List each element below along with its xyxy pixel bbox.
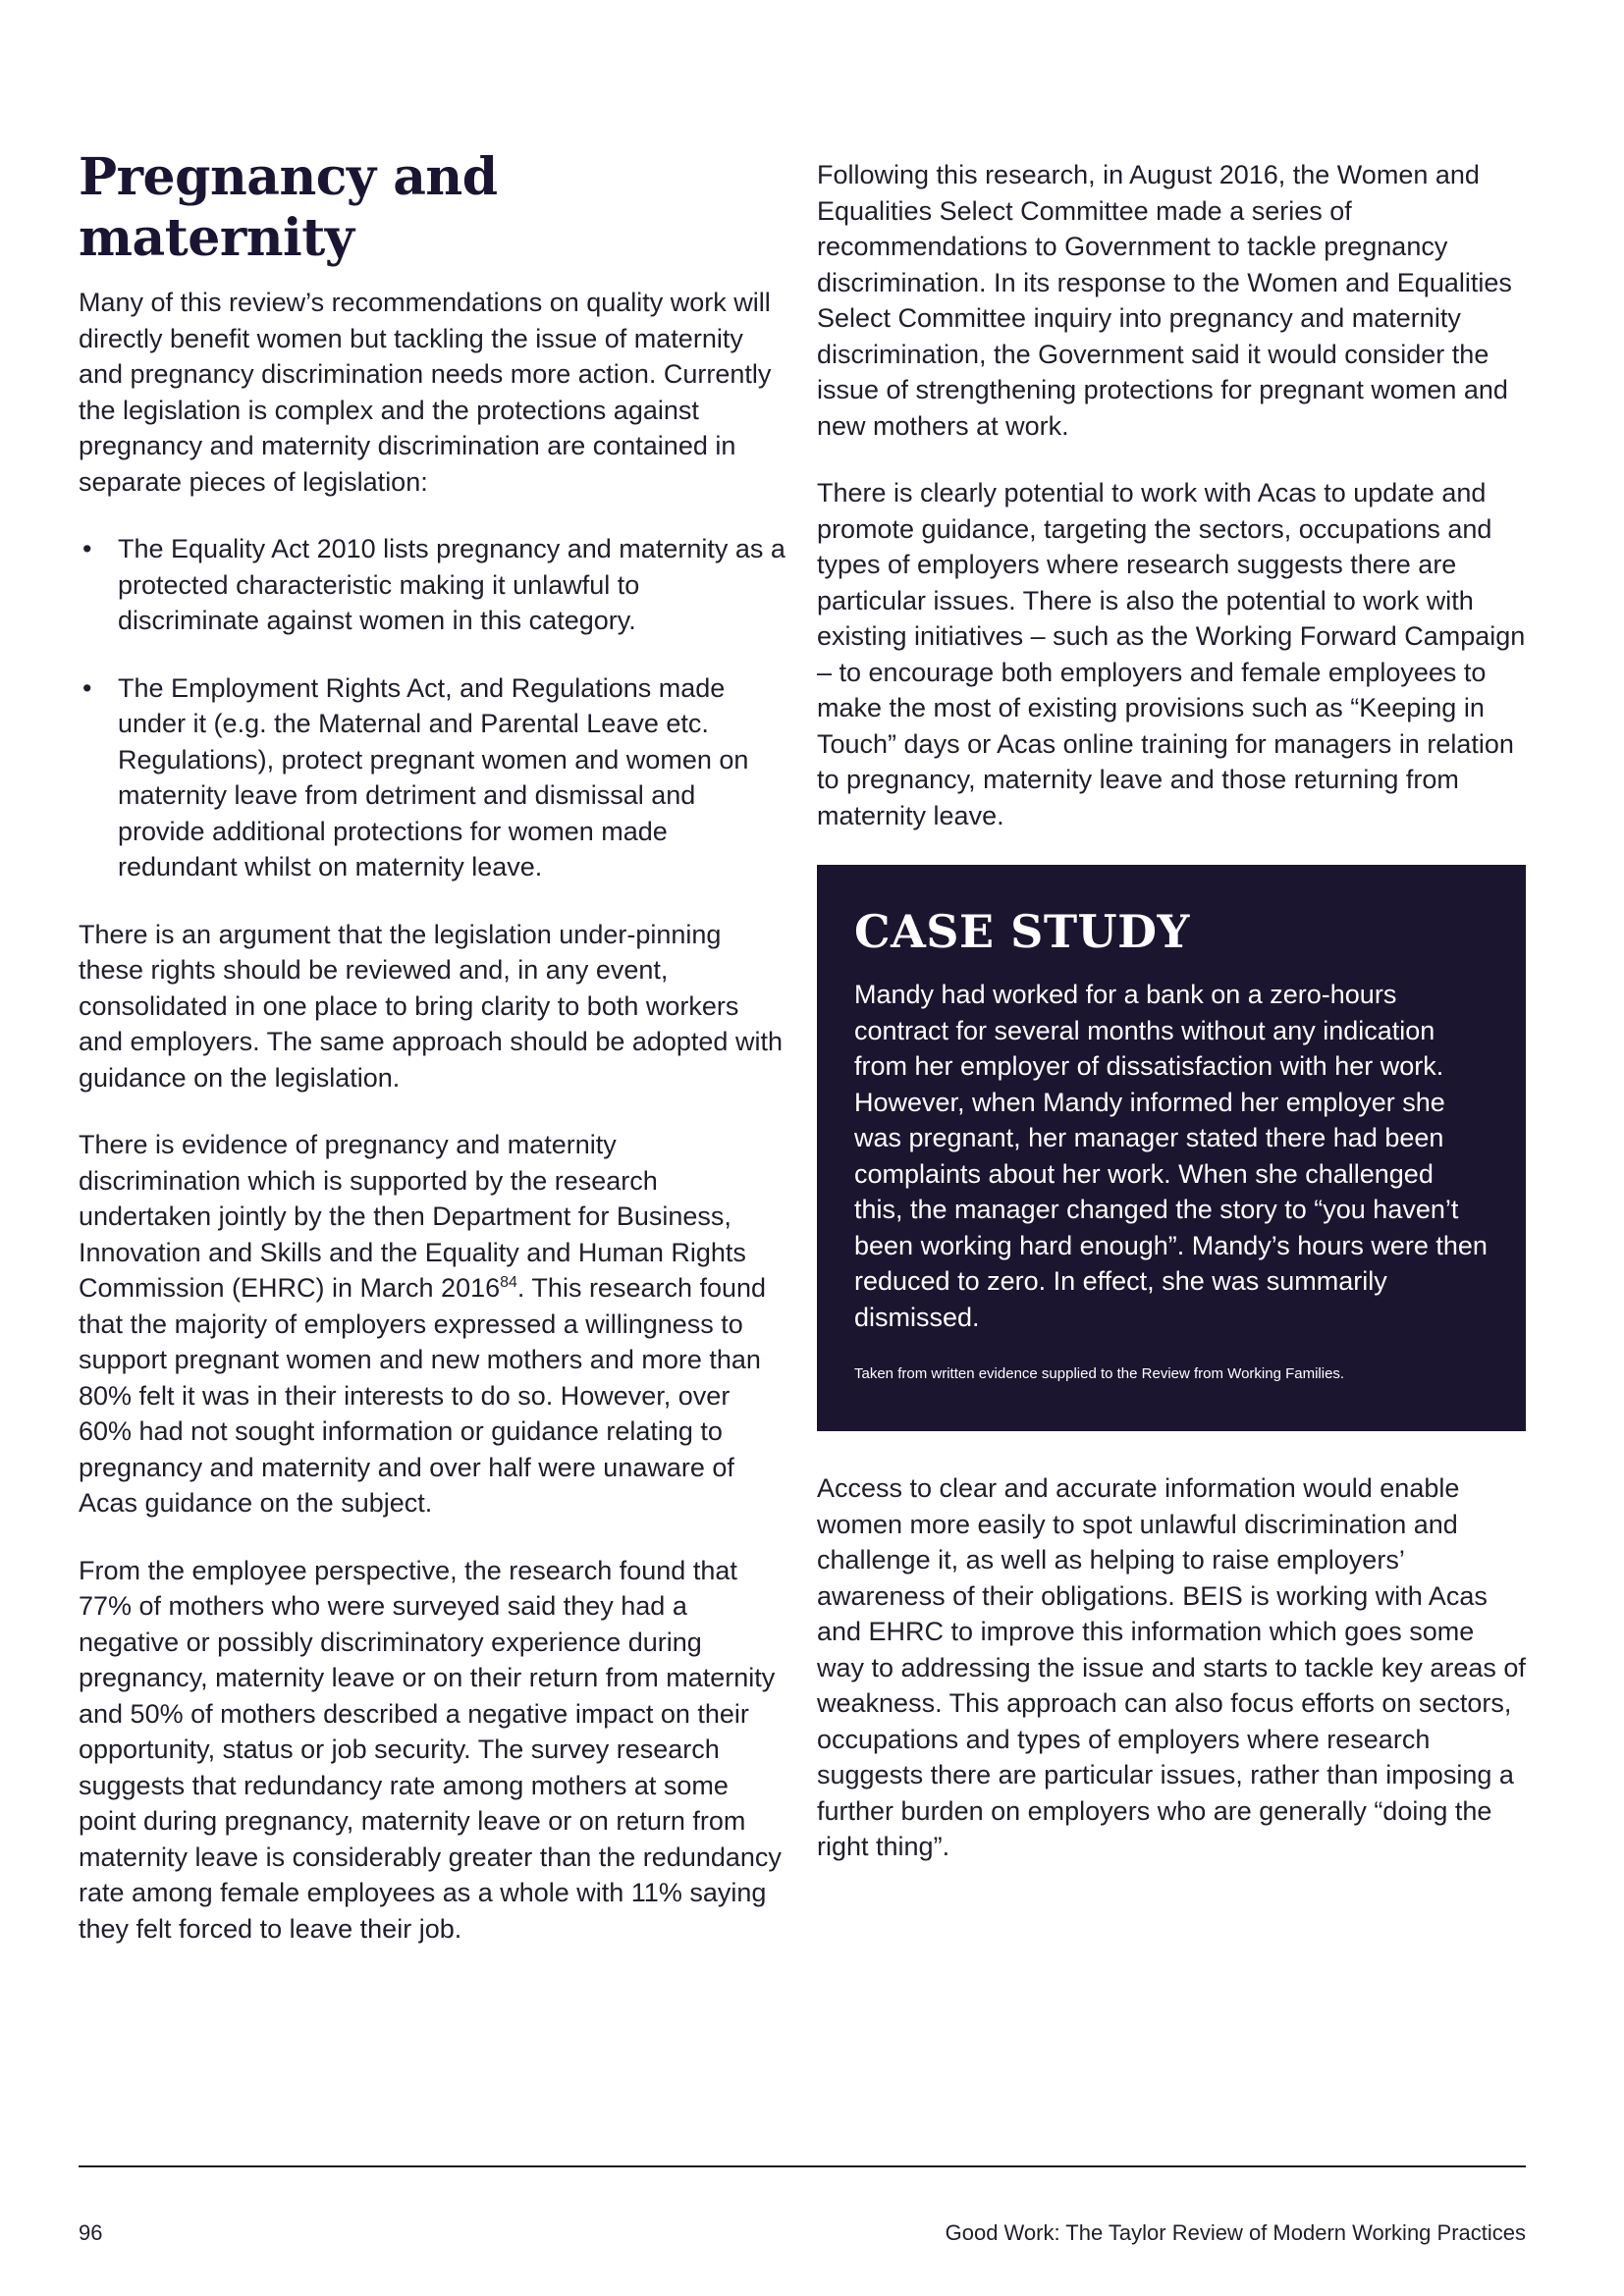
evidence-text-start: There is evidence of pregnancy and maternity discrimination which is supported by the research undertaken jointly by the then Department for Business, Innovation and Skills and the Equality and Human Rights Commission (EHRC) in March 2016 (79, 1130, 746, 1303)
list-item (79, 670, 785, 885)
case-study-source: Taken from written evidence supplied to the Review from Working Families. (854, 1365, 1345, 1382)
bullet-icon: • (82, 672, 92, 703)
footnote-marker: 84 (500, 1274, 517, 1291)
list-item (79, 531, 785, 639)
right-column (817, 157, 1526, 1896)
case-study-text: Mandy had worked for a bank on a zero-hours contract for several months without any indication from her employer of dissatisfaction with her work. However, when Mandy informed her employer she was pregnant, her manager stated there had been complaints about her work. When she challenged this, the manager changed the story to “you haven’t been working hard enough”. Mandy’s hours were then reduced to zero. In effect, she was summarily dismissed. (854, 980, 1488, 1332)
committee-paragraph: Following this research, in August 2016, the Women and Equalities Select Committee made a series of recommendations to Government to tackle pregnancy discrimination. In its response to the Women and Equalities Select Committee inquiry into pregnancy and maternity discrimination, the Government said it would consider the issue of strengthening protections for pregnant women and new mothers at work. (817, 160, 1512, 441)
argument-paragraph: There is an argument that the legislation under-pinning these rights should be reviewed and, in any event, consolidated in one place to bring clarity to both workers and employers. The same approach should be adopted with guidance on the legislation. (79, 919, 783, 1093)
case-study-box (817, 865, 1526, 1431)
intro-paragraph: Many of this review’s recommendations on quality work will directly benefit women but tackling the issue of maternity and pregnancy discrimination needs more action. Currently the legislation is complex and the protections against pregnancy and maternity discrimination are contained in separate pieces of legislation: (79, 288, 772, 497)
running-title: Good Work: The Taylor Review of Modern Working Practices (945, 2220, 1526, 2245)
list-item-text: The Employment Rights Act, and Regulations made under it (e.g. the Maternal and Parental Leave etc. Regulations), protect pregnant women and women on maternity leave from detriment and dismissal and provide additional protections for women made redundant whilst on maternity leave. (118, 672, 749, 881)
case-study-heading: CASE STUDY (854, 905, 1190, 958)
left-column (79, 147, 785, 1978)
list-item-text: The Equality Act 2010 lists pregnancy and maternity as a protected characteristic making it unlawful to discriminate against women in this category. (118, 534, 785, 635)
evidence-text-end: . This research found that the majority of employers expressed a willingness to support pregnant women and new mothers and more than 80% felt it was in their interests to do so. However, over 60% had not sought information or guidance relating to pregnancy and maternity and over half were unaware of Acas guidance on the subject. (79, 1273, 767, 1518)
section-heading: Pregnancy and maternity (79, 147, 498, 268)
footer-divider (79, 2165, 1526, 2167)
page-number: 96 (79, 2220, 103, 2245)
acas-paragraph: There is clearly potential to work with Acas to update and promote guidance, targeting the sectors, occupations and types of employers where research suggests there are particular issues. There is also the potential to work with existing initiatives – such as the Working Forward Campaign – to encourage both employers and female employees to make the most of existing provisions such as “Keeping in Touch” days or Acas online training for managers in relation to pregnancy, maternity leave and those returning from maternity leave. (817, 478, 1526, 830)
legislation-list (79, 531, 785, 885)
bullet-icon: • (82, 534, 92, 563)
employee-perspective-paragraph: From the employee perspective, the research found that 77% of mothers who were surveyed said they had a negative or possibly discriminatory experience during pregnancy, maternity leave or on their return from maternity and 50% of mothers described a negative impact on their opportunity, status or job security. The survey research suggests that redundancy rate among mothers at some point during pregnancy, maternity leave or on return from maternity leave is considerably greater than the redundancy rate among female employees as a whole with 11% saying they felt forced to leave their job. (79, 1555, 782, 1944)
access-paragraph: Access to clear and accurate information would enable women more easily to spot unlawful discrimination and challenge it, as well as helping to raise employers’ awareness of their obligations. BEIS is working with Acas and EHRC to improve this information which goes some way to addressing the issue and starts to tackle key areas of weakness. This approach can also focus efforts on sectors, occupations and types of employers where research suggests there are particular issues, rather than imposing a further burden on employers who are generally “doing the right thing”. (817, 1473, 1526, 1861)
evidence-paragraph (79, 1127, 785, 1522)
